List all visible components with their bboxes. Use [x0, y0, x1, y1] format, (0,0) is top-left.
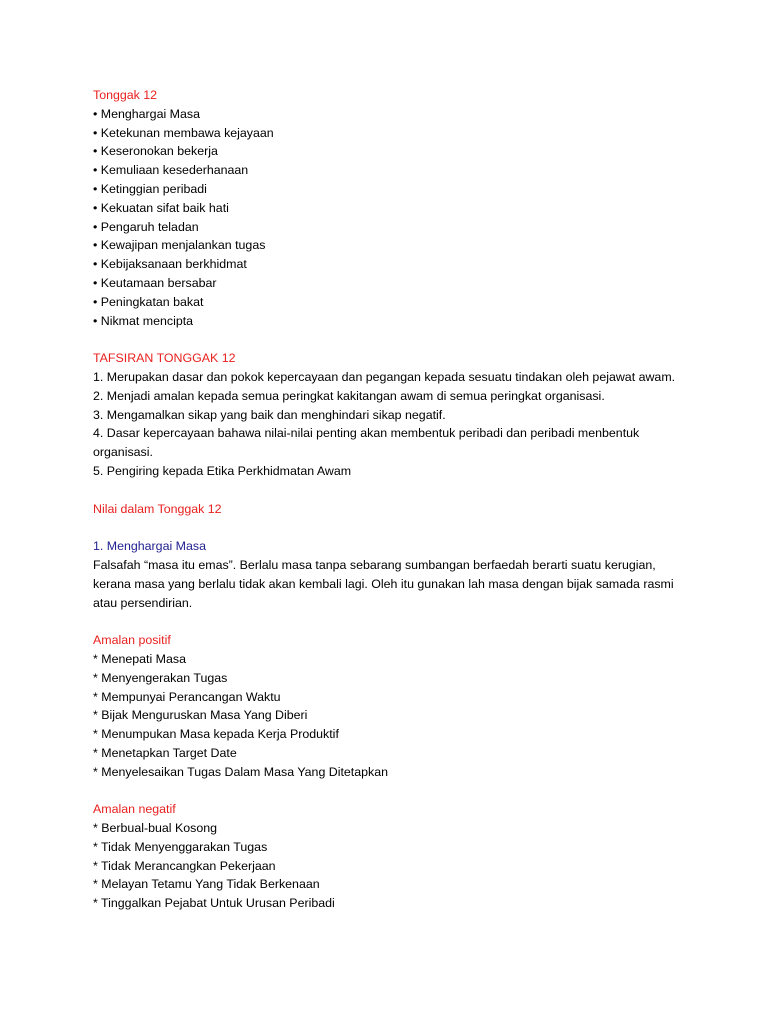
amalan-positif-list [93, 650, 708, 782]
menghargai-masa-heading: 1. Menghargai Masa [93, 539, 206, 554]
list-item: • Peningkatan bakat [93, 294, 204, 309]
list-item: • Kebijaksanaan berkhidmat [93, 257, 247, 272]
list-item: • Nikmat mencipta [93, 313, 194, 328]
spacer [93, 612, 708, 631]
list-item: 3. Mengamalkan sikap yang baik dan menghindari sikap negatif. [93, 407, 446, 422]
list-item: * Berbual-bual Kosong [93, 821, 217, 836]
list-item: * Mempunyai Perancangan Waktu [93, 689, 281, 704]
spacer [93, 330, 708, 349]
list-item: 2. Menjadi amalan kepada semua peringkat kakitangan awam di semua peringkat organisasi. [93, 388, 605, 403]
list-item: • Kewajipan menjalankan tugas [93, 238, 266, 253]
list-item: * Tidak Merancangkan Pekerjaan [93, 858, 276, 873]
spacer [93, 481, 708, 500]
list-item: • Pengaruh teladan [93, 219, 199, 234]
list-item: 5. Pengiring kepada Etika Perkhidmatan Awam [93, 463, 352, 478]
list-item: * Menepati Masa [93, 651, 186, 666]
menghargai-masa-paragraph: Falsafah “masa itu emas”. Berlalu masa tanpa sebarang sumbangan berfaedah berarti suatu kerugian, kerana masa yang berlalu tidak akan kembali lagi. Oleh itu gunakan lah masa dengan bijak samada rasmi atau persendirian. [93, 557, 674, 610]
list-item: • Kemuliaan kesederhanaan [93, 163, 249, 178]
list-item: • Kekuatan sifat baik hati [93, 200, 229, 215]
list-item: * Tinggalkan Pejabat Untuk Urusan Peribadi [93, 896, 335, 911]
tafsiran-heading: TAFSIRAN TONGGAK 12 [93, 351, 236, 366]
amalan-positif-heading: Amalan positif [93, 633, 171, 648]
spacer [93, 781, 708, 800]
list-item: * Menyengerakan Tugas [93, 670, 228, 685]
list-item: • Keutamaan bersabar [93, 275, 217, 290]
spacer [93, 518, 708, 537]
tonggak-list [93, 105, 708, 331]
list-item: • Ketekunan membawa kejayaan [93, 125, 274, 140]
amalan-negatif-heading: Amalan negatif [93, 802, 176, 817]
list-item: * Melayan Tetamu Yang Tidak Berkenaan [93, 877, 320, 892]
tafsiran-list [93, 368, 708, 481]
amalan-negatif-list [93, 819, 708, 913]
list-item: 4. Dasar kepercayaan bahawa nilai-nilai penting akan membentuk peribadi dan peribadi menbentuk organisasi. [93, 426, 640, 460]
list-item: * Menumpukan Masa kepada Kerja Produktif [93, 727, 339, 742]
list-item: • Keseronokan bekerja [93, 144, 218, 159]
list-item: * Menyelesaikan Tugas Dalam Masa Yang Ditetapkan [93, 764, 389, 779]
nilai-heading: Nilai dalam Tonggak 12 [93, 501, 222, 516]
list-item: * Tidak Menyenggarakan Tugas [93, 839, 268, 854]
list-item: * Bijak Menguruskan Masa Yang Diberi [93, 708, 308, 723]
list-item: 1. Merupakan dasar dan pokok kepercayaan dan pegangan kepada sesuatu tindakan oleh pejawat awam. [93, 369, 676, 384]
tonggak-heading: Tonggak 12 [93, 88, 158, 102]
list-item: • Ketinggian peribadi [93, 181, 207, 196]
list-item: * Menetapkan Target Date [93, 745, 237, 760]
list-item: • Menghargai Masa [93, 106, 200, 121]
